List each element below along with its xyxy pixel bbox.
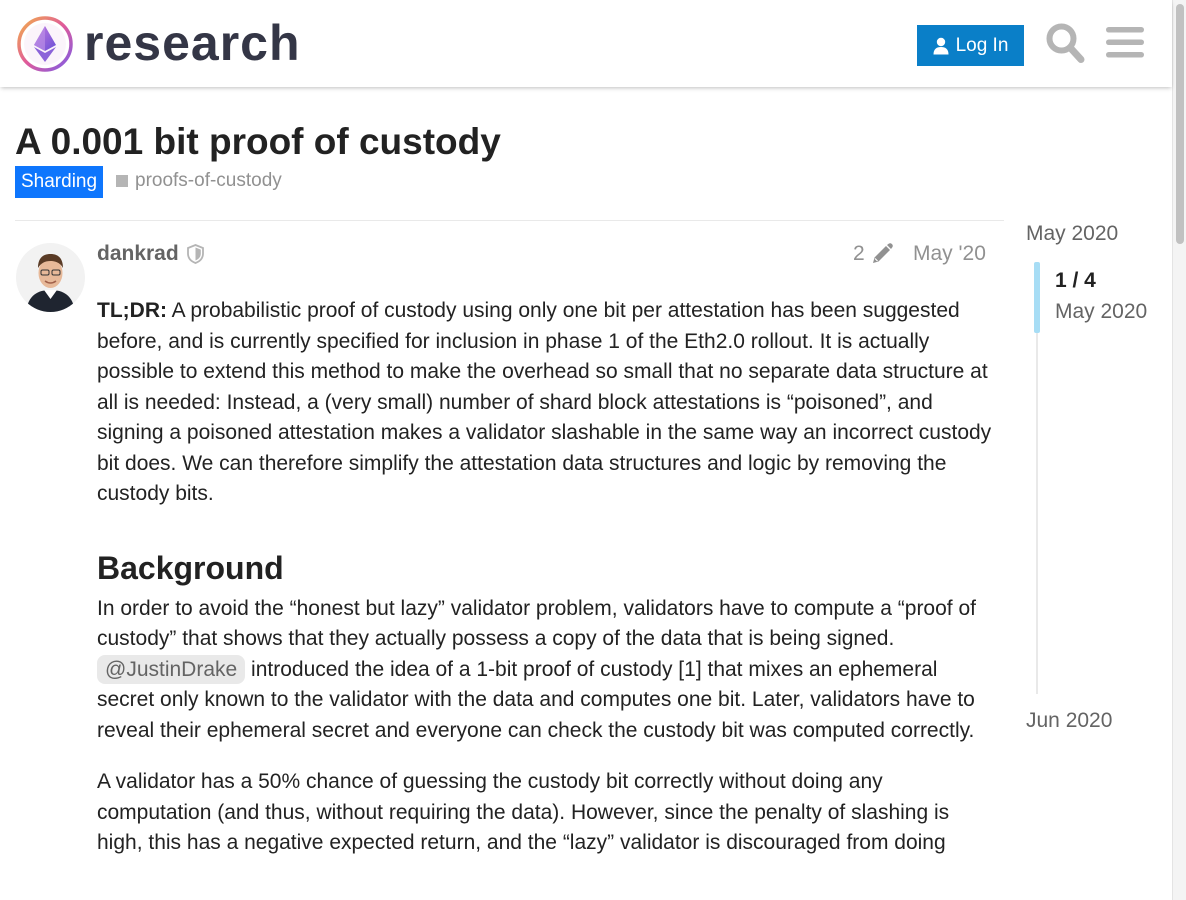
post-body	[97, 296, 992, 859]
tldr-label: TL;DR:	[97, 299, 167, 322]
title-divider	[15, 220, 1004, 221]
user-icon	[933, 37, 949, 55]
ethereum-logo-icon[interactable]	[16, 15, 74, 73]
tldr-paragraph	[97, 296, 992, 510]
topic-tag[interactable]	[116, 170, 282, 192]
background-text-after: introduced the idea of a 1-bit proof of custody [1] that mixes an ephemeral secret only known to the validator with the data and computes one bit. Later, validators have to reveal their ephemeral secret and everyone can check the custody bit was computed correctly.	[97, 657, 975, 742]
timeline-position: 1 / 4	[1055, 269, 1096, 292]
category-badge[interactable]: Sharding	[15, 166, 103, 198]
shield-icon	[186, 244, 205, 264]
topic-title[interactable]: A 0.001 bit proof of custody	[15, 121, 501, 162]
login-button[interactable]	[917, 25, 1024, 66]
page-scrollbar[interactable]	[1172, 0, 1186, 900]
site-header	[0, 0, 1172, 87]
post-author-username[interactable]: dankrad	[97, 242, 179, 265]
post-date[interactable]: May '20	[913, 242, 986, 265]
search-icon[interactable]	[1045, 22, 1085, 64]
validator-paragraph: A validator has a 50% chance of guessing the custody bit correctly without doing any computation (and thus, without requiring the data). However, since the penalty of slashing is high, this has a negative expected return, and the “lazy” validator is discouraged from doing	[97, 770, 950, 854]
edit-count[interactable]: 2	[853, 242, 865, 265]
avatar[interactable]	[16, 243, 85, 312]
hamburger-menu-icon[interactable]	[1106, 26, 1144, 59]
timeline-current-date: May 2020	[1055, 300, 1148, 323]
background-paragraph	[97, 594, 992, 747]
timeline-end-date[interactable]: Jun 2020	[1026, 709, 1113, 732]
tag-label: proofs-of-custody	[135, 170, 282, 191]
scrollbar-thumb[interactable]	[1176, 4, 1184, 244]
timeline-scroller-handle[interactable]	[1034, 262, 1040, 333]
user-mention-link[interactable]: @JustinDrake	[97, 655, 245, 684]
background-heading: Background	[97, 549, 284, 586]
pencil-icon[interactable]	[871, 243, 893, 265]
tag-square-icon	[116, 175, 128, 187]
site-logo-text[interactable]: research	[84, 15, 301, 71]
timeline-start-date[interactable]: May 2020	[1026, 222, 1119, 245]
tldr-text: A probabilistic proof of custody using only one bit per attestation has been suggested before, and is currently specified for inclusion in phase 1 of the Eth2.0 rollout. It is actually possible to extend this method to make the overhead so small that no separate data structure at all is needed: Instead, a (very small) number of shard block attestations is “poisoned”, and signing a poisoned attestation makes a validator slashable in the same way an incorrect custody bit does. We can therefore simplify the attestation data structures and logic by removing the custody bits.	[97, 299, 992, 505]
login-button-label: Log In	[955, 34, 1009, 56]
background-text-before: In order to avoid the “honest but lazy” validator problem, validators have to compute a “proof of custody” that shows that they actually possess a copy of the data that is being signed.	[97, 596, 976, 650]
